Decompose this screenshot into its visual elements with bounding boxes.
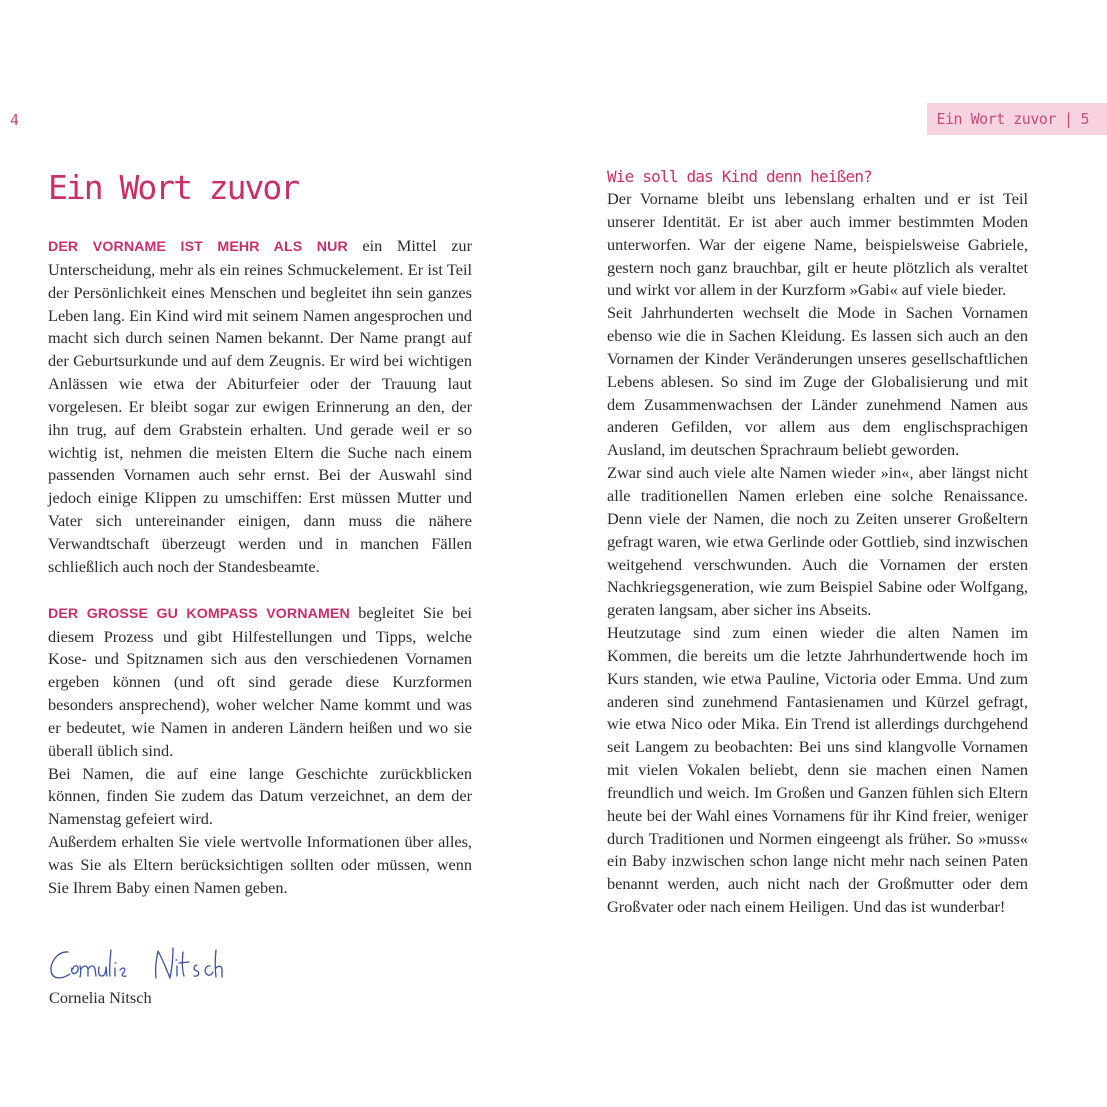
book-lead: DER GROSSE GU KOMPASS VORNAMEN	[48, 605, 350, 622]
trends-paragraph: Heutzutage sind zum einen wieder die alten Namen im Kommen, die bereits um die letzte Jahrhundertwende hoch im Kurs standen, wie etwa Pauline, Victoria oder Emma. Und zum anderen sind zunehmend Fantasienamen und Kürzel gefragt, wie etwa Nico oder Mika. Ein Trend ist allerdings durchgehend seit Langem zu beobachten: Bei uns sind klangvolle Vornamen mit vielen Vokalen beliebt, denn sie machen einen Namen freundlich und weich. Im Großen und Ganzen fühlen sich Eltern heute bei der Wahl eines Vornamens für ihr Kind freier, weniger durch Traditionen und Normen eingeengt als früher. So »muss« ein Baby inzwischen schon lange nicht mehr nach seinen Paten benannt werden, auch nicht nach der Großmutter oder dem Großvater oder nach einem Heiligen. Und das ist wunderbar!	[607, 623, 1028, 917]
intro-lead: DER VORNAME IST MEHR ALS NUR	[48, 239, 348, 255]
left-column-text	[48, 235, 472, 900]
right-column-text	[607, 166, 1028, 919]
book-paragraph	[48, 602, 472, 763]
signer-name: Cornelia Nitsch	[49, 988, 152, 1007]
fashion-paragraph: Seit Jahrhunderten wechselt die Mode in Sachen Vornamen ebenso wie die in Sachen Kleidung. Es lassen sich auch an den Vornamen der Kinder Veränderungen unseres gesellschaftlichen Lebens ablesen. So sind im Zuge der Globalisierung und mit dem Zusammenwachsen der Länder zunehmend Namen aus anderen Gefilden, vor allem aus dem englischsprachigen Ausland, im deutschen Sprachraum beliebt geworden.	[607, 303, 1028, 460]
running-head-title: Ein Wort zuvor	[936, 110, 1056, 128]
page-number-left: 4	[10, 111, 20, 129]
info-paragraph: Außerdem erhalten Sie viele wertvolle Informationen über alles, was Sie als Eltern berücksichtigen sollten oder müssen, wenn Sie Ihrem Baby einen Namen geben.	[48, 832, 472, 897]
section-heading: Wie soll das Kind denn heißen?	[607, 167, 872, 186]
intro-text: ein Mittel zur Unterscheidung, mehr als ein reines Schmuckelement. Er ist Teil der Persönlichkeit eines Menschen und begleitet ihn sein ganzes Leben lang. Ein Kind wird mit seinem Namen angesprochen und macht sich durch seinen Namen bekannt. Der Name prangt auf der Geburtsurkunde und auf dem Zeugnis. Er wird bei wichtigen Anlässen wie etwa der Abiturfeier oder der Trauung laut vorgelesen. Er bleibt sogar zur ewigen Erinnerung an den, der ihn trug, auf dem Grabstein erhalten. Und gerade weil er so wichtig ist, nehmen die meisten Eltern die Suche nach einem passenden Vornamen auch sehr ernst. Bei der Auswahl sind jedoch einige Klippen zu umschiffen: Erst müssen Mutter und Vater sich untereinander einigen, dann muss die nähere Verwandtschaft überzeugt werden und in manchen Fällen schließlich auch noch der Standesbeamte.	[48, 236, 472, 576]
chapter-title: Ein Wort zuvor	[48, 168, 299, 207]
intro-paragraph	[48, 235, 472, 579]
running-head-separator: |	[1063, 110, 1073, 128]
old-names-paragraph: Zwar sind auch viele alte Namen wieder »in«, aber längst nicht alle traditionellen Namen erleben eine solche Renaissance. Denn viele der Namen, die noch zu Zeiten unserer Großeltern gefragt waren, wie etwa Gerlinde oder Gottlieb, sind inzwischen weitgehend verschwunden. Auch die Vornamen der ersten Nachkriegsgeneration, wie zum Beispiel Sabine oder Wolfgang, geraten langsam, aber sicher ins Abseits.	[607, 463, 1028, 620]
identity-paragraph: Der Vorname bleibt uns lebenslang erhalten und er ist Teil unserer Identität. Er ist aber auch immer bestimmten Moden unterworfen. War der eigene Name, beispielsweise Gabriele, gestern noch ganz brauchbar, gilt er heute plötzlich als veraltet und wirkt vor allem in der Kurzform »Gabi« auf viele bieder.	[607, 189, 1028, 300]
paragraph-gap	[48, 579, 472, 602]
page-number-right: 5	[1080, 110, 1089, 128]
handwritten-signature	[46, 938, 236, 988]
nameday-paragraph: Bei Namen, die auf eine lange Geschichte zurückblicken können, finden Sie zudem das Datum verzeichnet, an dem der Namenstag gefeiert wird.	[48, 763, 472, 829]
running-head	[927, 103, 1107, 135]
book-text: begleitet Sie bei diesem Prozess und gibt Hilfestellungen und Tipps, welche Kose- und Spitznamen sich aus den verschiedenen Vornamen ergeben können (und oft sind gerade diese Kurzformen besonders ansprechend), woher welcher Name kommt und was er bedeutet, wie Namen in anderen Ländern heißen und wo sie überall üblich sind.	[48, 602, 472, 760]
